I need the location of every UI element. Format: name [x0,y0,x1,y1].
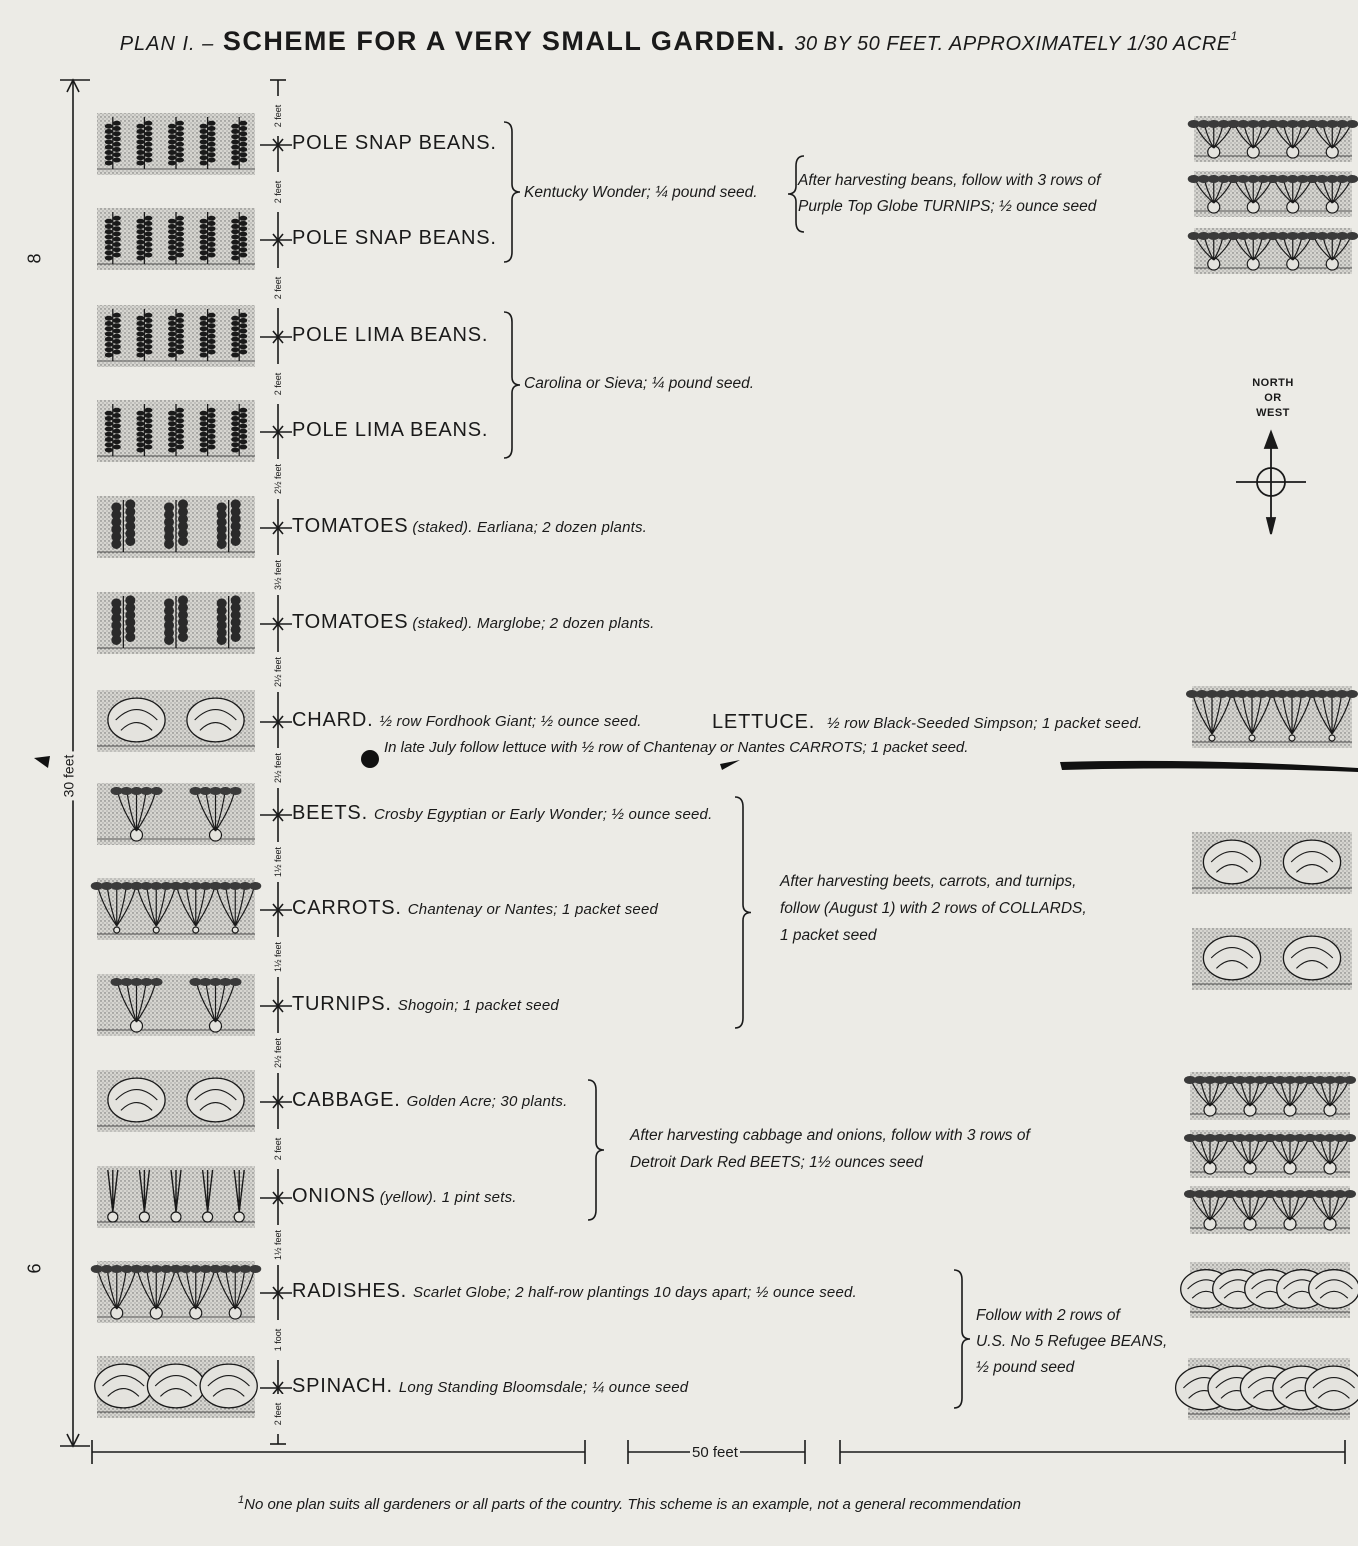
title-sub: 30 BY 50 FEET. APPROXIMATELY 1/30 ACRE [794,33,1231,55]
row-9-carrot-illustration [91,878,262,940]
row-spacing-label: 3½ feet [273,555,283,595]
row-crop-detail: (yellow). 1 pint sets. [379,1189,517,1206]
row-label-1 [292,132,503,155]
row-12-onion-illustration [97,1166,255,1228]
row-label-7 [292,709,642,732]
row-spacing-label: 1½ feet [273,937,283,977]
margin-bottom-label: 6 [24,1263,45,1274]
row-crop-detail: (staked). Earliana; 2 dozen plants. [412,519,648,536]
row-spacing-label: 2 feet [273,1394,283,1434]
snap-beans-bracket [504,122,520,262]
row-5-tomato-illustration [97,496,255,558]
row-crop-name: POLE LIMA BEANS. [292,419,489,441]
row-3-pole-illustration [97,305,255,367]
row-spacing-label: 1½ feet [273,842,283,882]
radish-follow-note-1: Follow with 2 rows of [976,1307,1120,1324]
row-crop-name: TURNIPS. [292,993,392,1015]
row-crop-detail: Crosby Egyptian or Early Wonder; ½ ounce seed. [373,806,713,823]
footnote [238,1494,1021,1513]
row-crop-name: CHARD. [292,709,374,731]
row-spacing-label: 2 feet [273,1129,283,1169]
turnip-followup-illustration [1188,228,1358,274]
title-footnote-marker: 1 [1230,29,1239,43]
cabbage-onion-bracket [588,1080,604,1220]
row-crop-name: CARROTS. [292,897,402,919]
row-label-9 [292,897,658,920]
turnip-followup-illustration [1188,171,1358,217]
row-crop-name: TOMATOES [292,515,409,537]
roots-follow-note-2: follow (August 1) with 2 rows of COLLARDS, [780,900,1087,917]
radish-spinach-bracket [954,1270,970,1408]
collard-followup-illustration [1192,928,1352,990]
title-main: SCHEME FOR A VERY SMALL GARDEN. [222,26,786,56]
row-spacing-label: 2 feet [273,364,283,404]
row-6-tomato-illustration [97,592,255,654]
cabbage-follow-note-1: After harvesting cabbage and onions, follow with 3 rows of [630,1127,1030,1144]
row-spacing-label: 2½ feet [273,1033,283,1073]
north-arrow-icon [1265,432,1277,448]
row-label-2 [292,227,503,250]
row-crop-name: CABBAGE. [292,1089,401,1111]
lettuce-label [712,711,1142,734]
row-7-chard-illustration [97,690,255,752]
lettuce-crop: LETTUCE. [712,711,816,733]
row-label-13 [292,1280,857,1303]
cabbage-follow-note-2: Detroit Dark Red BEETS; 1½ ounces seed [630,1154,923,1171]
width-label: 50 feet [692,1444,738,1461]
row-spacing-label: 2½ feet [273,459,283,499]
roots-bracket [735,797,751,1028]
row-crop-detail: Golden Acre; 30 plants. [406,1093,568,1110]
row-label-6 [292,611,655,634]
roots-follow-note-3: 1 packet seed [780,927,877,944]
row-spacing-label: 1½ feet [273,1225,283,1265]
row-label-10 [292,993,559,1016]
row-spacing-label: 1 foot [273,1320,283,1360]
row-label-8 [292,802,712,825]
row-14-spinach-illustration [95,1356,258,1418]
lima-beans-bracket [504,312,520,458]
footnote-marker: 1 [238,1494,245,1506]
row-label-14 [292,1375,688,1398]
row-crop-name: POLE LIMA BEANS. [292,324,489,346]
row-crop-name: TOMATOES [292,611,409,633]
compass-line-1: NORTH [1252,377,1294,389]
beet-followup-illustration [1184,1130,1356,1178]
radish-follow-note-2: U.S. No 5 Refugee BEANS, [976,1333,1168,1350]
row-2-pole-illustration [97,208,255,270]
row-4-pole-illustration [97,400,255,462]
beet-followup-illustration [1184,1186,1356,1234]
row-11-cabbage-illustration [97,1070,255,1132]
snap-follow-note-1: After harvesting beans, follow with 3 rows of [798,172,1101,189]
row-10-turnip-illustration [97,974,255,1036]
lima-variety-note: Carolina or Sieva; ¼ pound seed. [524,375,755,392]
row-crop-name: RADISHES. [292,1280,408,1302]
radish-follow-note-3: ½ pound seed [976,1359,1075,1376]
row-crop-name: POLE SNAP BEANS. [292,227,497,249]
row-crop-name: BEETS. [292,802,368,824]
row-crop-detail: Shogoin; 1 packet seed [397,997,559,1014]
row-spacing-label: 2 feet [273,268,283,308]
row-label-5 [292,515,647,538]
roots-follow-note-1: After harvesting beets, carrots, and turnips, [780,873,1077,890]
carrot-followup-illustration [1186,686,1358,748]
lettuce-detail: ½ row Black-Seeded Simpson; 1 packet seed. [827,715,1143,732]
lettuce-followup: In late July follow lettuce with ½ row of Chantenay or Nantes CARROTS; 1 packet seed. [384,739,969,756]
row-8-beet-illustration [97,783,255,845]
row-crop-name: SPINACH. [292,1375,393,1397]
turnip-followup-illustration [1188,116,1358,162]
row-13-radish-illustration [91,1261,262,1323]
margin-top-label: 8 [24,253,45,264]
footnote-text: No one plan suits all gardeners or all parts of the country. This scheme is an example, not a general recommendation [244,1496,1021,1513]
row-label-4 [292,419,494,442]
snap-variety-note: Kentucky Wonder; ¼ pound seed. [524,184,758,201]
bean-followup-illustration [1181,1262,1358,1318]
row-label-12 [292,1185,517,1208]
row-crop-detail: ½ row Fordhook Giant; ½ ounce seed. [379,713,642,730]
collard-followup-illustration [1192,832,1352,894]
row-crop-name: ONIONS [292,1185,376,1207]
row-crop-detail: (staked). Marglobe; 2 dozen plants. [412,615,655,632]
row-crop-detail: Chantenay or Nantes; 1 packet seed [407,901,659,918]
row-spacing-label: 2 feet [273,96,283,136]
compass-line-3: WEST [1256,407,1290,419]
depth-label: 30 feet [60,752,76,801]
compass-label [1243,376,1303,421]
row-spacing-label: 2½ feet [273,748,283,788]
snap-follow-note-2: Purple Top Globe TURNIPS; ½ ounce seed [798,198,1097,215]
row-spacing-label: 2 feet [273,172,283,212]
row-crop-detail: Long Standing Bloomsdale; ¼ ounce seed [398,1379,689,1396]
row-crop-name: POLE SNAP BEANS. [292,132,497,154]
plan-number: PLAN I. – [119,33,215,55]
row-label-11 [292,1089,567,1112]
row-spacing-label: 2½ feet [273,652,283,692]
compass-line-2: OR [1264,392,1282,404]
bean-followup-illustration [1176,1358,1358,1420]
row-label-3 [292,324,494,347]
beet-followup-illustration [1184,1072,1356,1120]
row-1-pole-illustration [97,113,255,175]
row-crop-detail: Scarlet Globe; 2 half-row plantings 10 days apart; ½ ounce seed. [413,1284,857,1301]
